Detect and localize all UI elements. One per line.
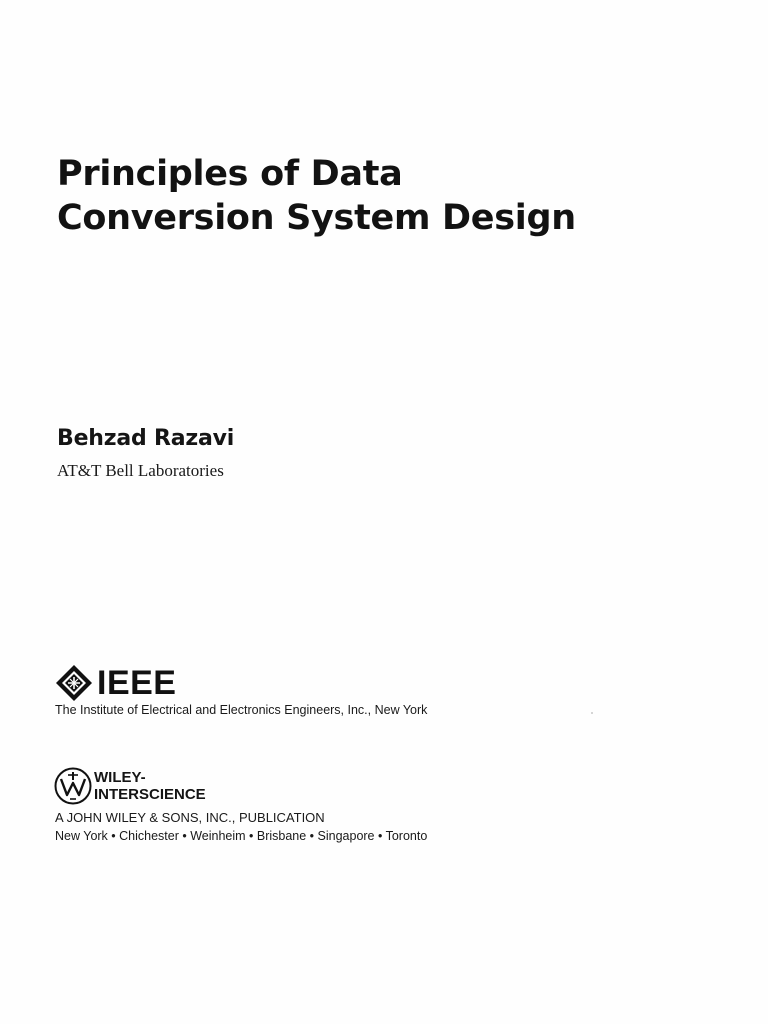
wiley-logo-line-2: INTERSCIENCE	[94, 786, 206, 803]
ieee-logo-text: IEEE	[97, 664, 177, 702]
wiley-wordmark	[94, 769, 206, 803]
ieee-caption: The Institute of Electrical and Electronics Engineers, Inc., New York	[55, 703, 428, 717]
publisher-line: A JOHN WILEY & SONS, INC., PUBLICATION	[55, 810, 325, 825]
ieee-diamond-icon	[55, 664, 93, 702]
ieee-logo	[55, 664, 176, 702]
book-title	[57, 152, 576, 240]
title-line-2: Conversion System Design	[57, 198, 576, 238]
wiley-logo	[53, 766, 206, 806]
author-affiliation: AT&T Bell Laboratories	[57, 461, 224, 480]
scan-speck	[591, 712, 593, 714]
wiley-logo-line-1: WILEY-	[94, 769, 146, 786]
wiley-emblem-icon	[53, 766, 93, 806]
publisher-cities: New York • Chichester • Weinheim • Brisbane • Singapore • Toronto	[55, 829, 428, 843]
title-line-1: Principles of Data	[57, 154, 403, 194]
author-name: Behzad Razavi	[57, 426, 235, 451]
